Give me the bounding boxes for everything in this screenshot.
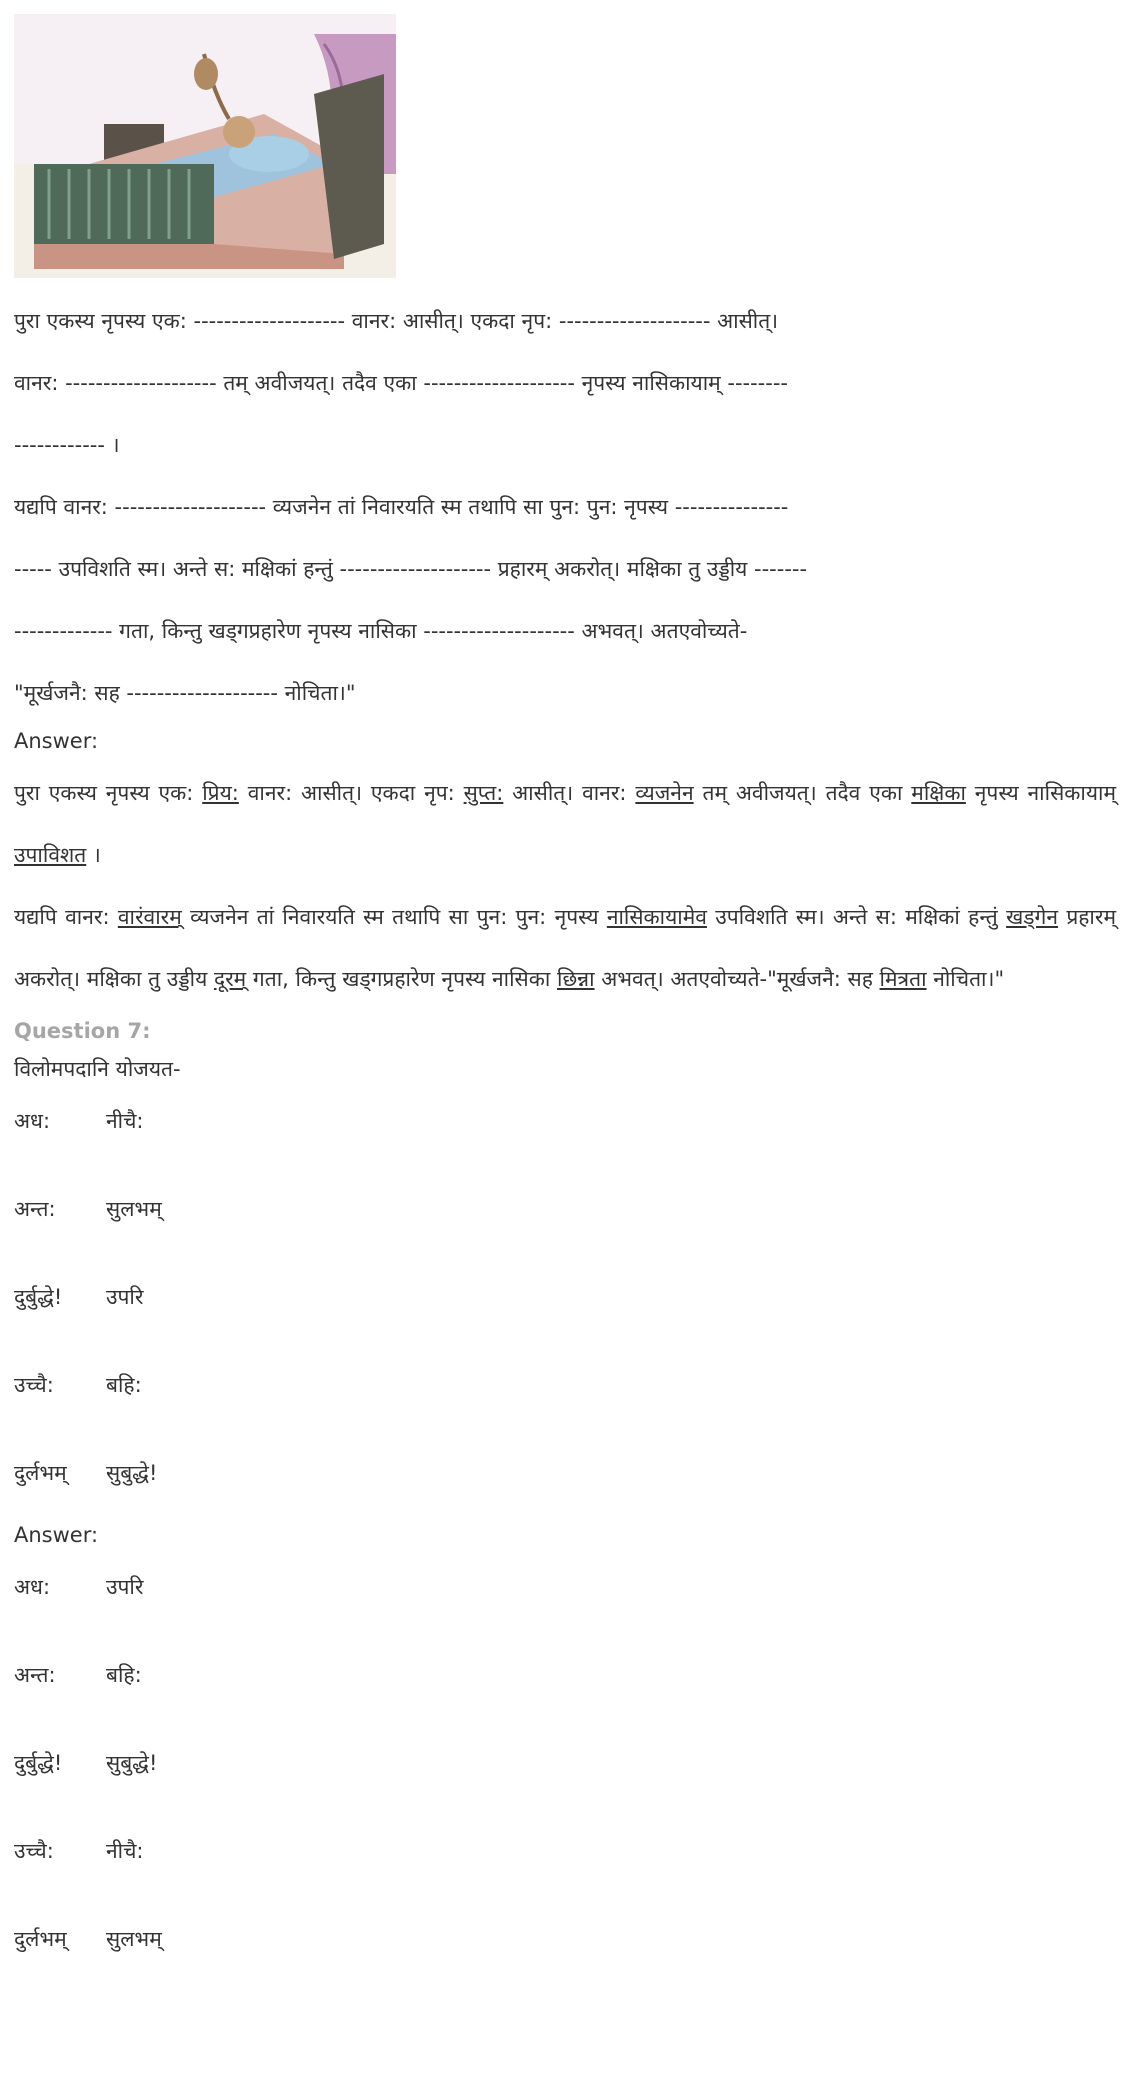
pair-left: अध: [14, 1109, 51, 1133]
pair-left: अन्त: [14, 1663, 56, 1687]
pair-row [14, 1194, 1116, 1282]
exercise-line: "मूर्खजनै: सह -------------------- नोचिता।" [14, 681, 356, 705]
answer-pair-row [14, 1660, 1116, 1748]
answer-fill: प्रिय: [202, 781, 239, 805]
exercise-paragraph [14, 290, 1116, 724]
pair-right: बहि: [106, 1373, 142, 1397]
answer-pair-row [14, 1924, 1116, 1964]
answer-fill: खड्गेन [1006, 905, 1058, 929]
answer-fill: उपाविशत [14, 843, 87, 867]
answer-label: Answer: [14, 729, 99, 753]
pair-right: उपरि [106, 1285, 144, 1309]
pair-right: नीचै: [106, 1109, 144, 1133]
pair-right: सुबुद्धे! [106, 1461, 158, 1485]
pair-left: अन्त: [14, 1197, 56, 1221]
pairs-list [14, 1106, 1116, 1518]
question-title: Question 7: [14, 1019, 151, 1043]
pair-left: दुर्लभम् [14, 1927, 67, 1951]
pair-left: दुर्लभम् [14, 1461, 67, 1485]
pair-left: अध: [14, 1575, 51, 1599]
pair-right: बहि: [106, 1663, 142, 1687]
page-content [14, 14, 1116, 1964]
question-instruction: विलोमपदानि योजयत- [14, 1057, 181, 1081]
pair-right: सुबुद्धे! [106, 1751, 158, 1775]
answer-pair-row [14, 1836, 1116, 1924]
pair-left: दुर्बुद्धे! [14, 1285, 63, 1309]
answer-fill: सुप्त: [463, 781, 504, 805]
answer-fill: दूरम् [213, 967, 247, 991]
pair-right: उपरि [106, 1575, 144, 1599]
answer-fill: व्यजनेन [635, 781, 694, 805]
answer-fill: छिन्ना [557, 967, 595, 991]
answer-label: Answer: [14, 1523, 99, 1547]
pair-right: नीचै: [106, 1839, 144, 1863]
answers-list [14, 1572, 1116, 1964]
pair-left: उच्चै: [14, 1373, 54, 1397]
exercise-line: ----- उपविशति स्म। अन्ते स: मक्षिकां हन्तुं -------------------- प्रहारम् अकरोत्। मक्षिका तु उड्डीय ------- [14, 557, 808, 581]
pair-right: सुलभम् [106, 1197, 162, 1221]
pair-left: दुर्बुद्धे! [14, 1751, 63, 1775]
answer-pair-row [14, 1748, 1116, 1836]
pair-row [14, 1106, 1116, 1194]
pair-left: उच्चै: [14, 1839, 54, 1863]
answer-fill: नासिकायामेव [606, 905, 707, 929]
answer-fill: वारंवारम् [117, 905, 182, 929]
exercise-line: ------------ । [14, 433, 120, 457]
king-sleeping-illustration [14, 14, 396, 278]
exercise-line: ------------- गता, किन्तु खड्गप्रहारेण नृपस्य नासिका -------------------- अभवत्। अतएवोच्यते- [14, 619, 748, 643]
exercise-line: वानर: -------------------- तम् अवीजयत्। तदैव एका -------------------- नृपस्य नासिकायाम् -------- [14, 371, 788, 395]
exercise-line: यद्यपि वानर: -------------------- व्यजनेन तां निवारयति स्म तथापि सा पुन: पुन: नृपस्य --------------- [14, 495, 789, 519]
answer-paragraph-1: पुरा एकस्य नृपस्य एक: प्रिय: वानर: आसीत्। एकदा नृप: सुप्त: आसीत्। वानर: व्यजनेन तम् अवीजयत्। तदैव एका मक्षिका नृपस्य नासिकायाम् उपाविशत । [14, 781, 1117, 867]
exercise-line: पुरा एकस्य नृपस्य एक: -------------------- वानर: आसीत्। एकदा नृप: -------------------- आसीत्। [14, 309, 779, 333]
answer-fill: मक्षिका [911, 781, 966, 805]
answer-fill: मित्रता [879, 967, 927, 991]
pair-row [14, 1282, 1116, 1370]
answer-paragraph-2: यद्यपि वानर: वारंवारम् व्यजनेन तां निवारयति स्म तथापि सा पुन: पुन: नृपस्य नासिकायामेव उपविशति स्म। अन्ते स: मक्षिकां हन्तुं खड्गेन प्रहारम् अकरोत्। मक्षिका तु उड्डीय दूरम् गता, किन्तु खड्गप्रहारेण नृपस्य नासिका छिन्ना अभवत्। अतएवोच्यते-"मूर्खजनै: सह मित्रता नोचिता।" [14, 905, 1117, 991]
pair-row [14, 1370, 1116, 1458]
pair-right: सुलभम् [106, 1927, 162, 1951]
pair-row [14, 1458, 1116, 1518]
answer-pair-row [14, 1572, 1116, 1660]
